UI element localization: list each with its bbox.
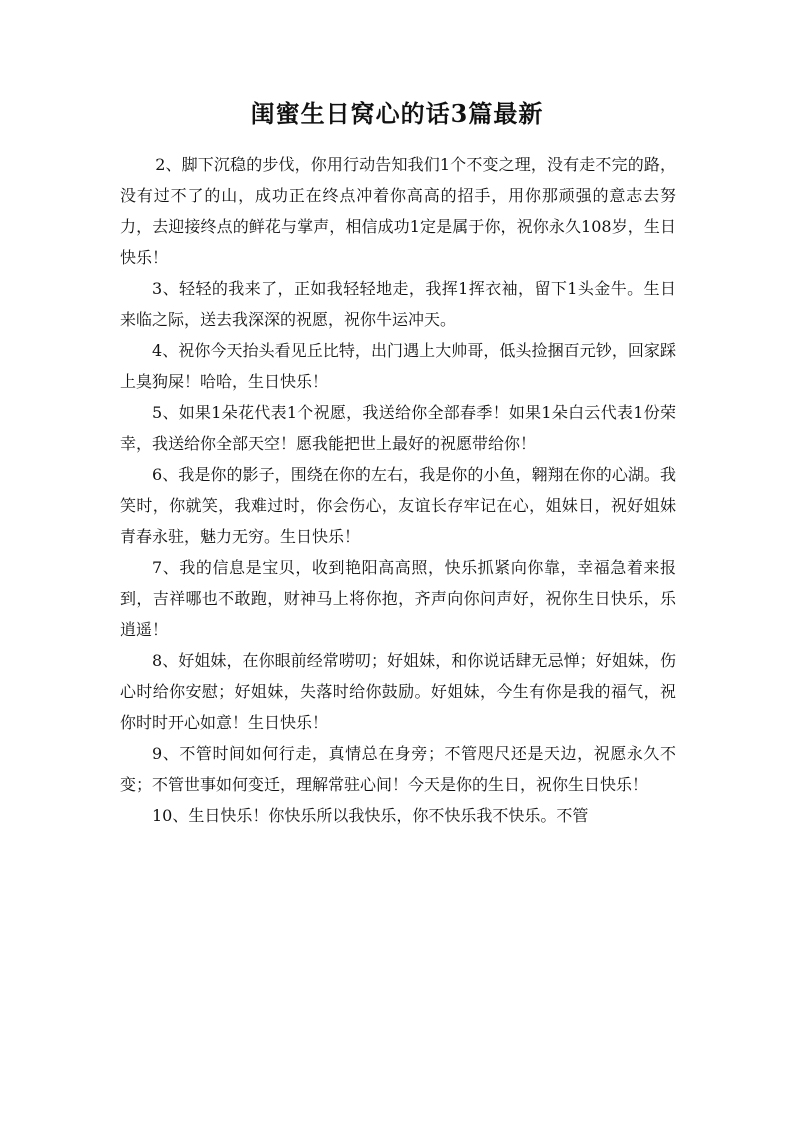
- paragraph-2: 3、轻轻的我来了，正如我轻轻地走，我挥1挥衣袖，留下1头金牛。生日来临之际，送去我深深的祝愿，祝你牛运冲天。: [120, 279, 676, 329]
- document-title: 闺蜜生日窝心的话3篇最新: [250, 99, 544, 128]
- paragraph-7: 8、好姐妹，在你眼前经常唠叨；好姐妹，和你说话肆无忌惮；好姐妹，伤心时给你安慰；好姐妹，失落时给你鼓励。好姐妹，今生有你是我的福气，祝你时时开心如意！生日快乐！: [120, 651, 676, 732]
- paragraph-9: 10、生日快乐！你快乐所以我快乐，你不快乐我不快乐。不管: [152, 806, 589, 825]
- paragraph-6: 7、我的信息是宝贝，收到艳阳高高照，快乐抓紧向你靠，幸福急着来报到，吉祥哪也不敢跑，财神马上将你抱，齐声向你问声好，祝你生日快乐，乐逍遥！: [120, 558, 676, 639]
- paragraph-4: 5、如果1朵花代表1个祝愿，我送给你全部春季！如果1朵白云代表1份荣幸，我送给你全部天空！愿我能把世上最好的祝愿带给你！: [120, 403, 676, 453]
- paragraph-3: 4、祝你今天抬头看见丘比特，出门遇上大帅哥，低头捡捆百元钞，回家踩上臭狗屎！哈哈，生日快乐！: [120, 341, 676, 391]
- paragraph-8: 9、不管时间如何行走，真情总在身旁；不管咫尺还是天边，祝愿永久不变；不管世事如何变迁，理解常驻心间！今天是你的生日，祝你生日快乐！: [120, 744, 676, 794]
- document-body: [120, 149, 676, 831]
- paragraph-1: 2、脚下沉稳的步伐，你用行动告知我们1个不变之理，没有走不完的路，没有过不了的山，成功正在终点冲着你高高的招手，用你那顽强的意志去努力，去迎接终点的鲜花与掌声，相信成功1定是属于你，祝你永久108岁，生日快乐！: [120, 155, 676, 267]
- paragraph-5: 6、我是你的影子，围绕在你的左右，我是你的小鱼，翱翔在你的心湖。我笑时，你就笑，我难过时，你会伤心，友谊长存牢记在心，姐妹日，祝好姐妹青春永驻，魅力无穷。生日快乐！: [120, 465, 676, 546]
